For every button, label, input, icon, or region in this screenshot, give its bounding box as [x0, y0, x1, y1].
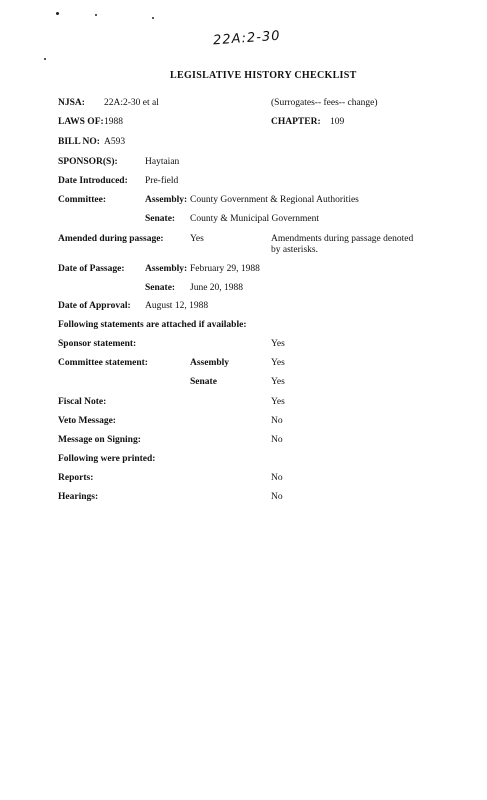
laws-of-value: 1988 — [104, 117, 123, 127]
laws-of-label: LAWS OF: — [58, 117, 104, 127]
printed-heading: Following were printed: — [58, 454, 156, 464]
handwritten-reference: 22A:2-30 — [212, 28, 282, 49]
veto-message-value: No — [271, 416, 283, 426]
sponsors-value: Haytaian — [145, 157, 180, 167]
reports-value: No — [271, 473, 283, 483]
passage-senate-label: Senate: — [145, 283, 176, 293]
committee-label: Committee: — [58, 195, 107, 205]
committee-assembly-label: Assembly: — [145, 195, 188, 205]
page-title: LEGISLATIVE HISTORY CHECKLIST — [170, 70, 357, 81]
sponsors-label: SPONSOR(S): — [58, 157, 118, 167]
hearings-label: Hearings: — [58, 492, 99, 502]
njsa-value: 22A:2-30 et al — [104, 98, 159, 108]
date-introduced-label: Date Introduced: — [58, 176, 128, 186]
njsa-label: NJSA: — [58, 98, 85, 108]
njsa-note: (Surrogates-- fees-- change) — [271, 98, 378, 108]
scan-speck — [95, 14, 97, 16]
sponsor-statement-label: Sponsor statement: — [58, 339, 137, 349]
hearings-value: No — [271, 492, 283, 502]
sponsor-statement-value: Yes — [271, 339, 285, 349]
committee-senate-label: Senate: — [145, 214, 176, 224]
passage-senate-value: June 20, 1988 — [190, 283, 244, 293]
date-of-passage-label: Date of Passage: — [58, 264, 125, 274]
statements-heading: Following statements are attached if available: — [58, 320, 247, 330]
reports-label: Reports: — [58, 473, 94, 483]
fiscal-note-label: Fiscal Note: — [58, 397, 107, 407]
amended-note-line1: Amendments during passage denoted — [271, 234, 414, 244]
committee-statement-senate-label: Senate — [190, 377, 217, 387]
bill-no-label: BILL NO: — [58, 137, 100, 147]
committee-statement-senate-value: Yes — [271, 377, 285, 387]
chapter-label: CHAPTER: — [271, 117, 321, 127]
committee-assembly-value: County Government & Regional Authorities — [190, 195, 359, 205]
date-introduced-value: Pre-field — [145, 176, 179, 186]
chapter-value: 109 — [330, 117, 345, 127]
date-of-approval-value: August 12, 1988 — [145, 301, 209, 311]
scan-speck — [152, 17, 154, 19]
fiscal-note-value: Yes — [271, 397, 285, 407]
date-of-approval-label: Date of Approval: — [58, 301, 131, 311]
passage-assembly-label: Assembly: — [145, 264, 188, 274]
message-on-signing-label: Message on Signing: — [58, 435, 141, 445]
scan-speck — [56, 12, 59, 15]
committee-senate-value: County & Municipal Government — [190, 214, 320, 224]
amended-label: Amended during passage: — [58, 234, 164, 244]
committee-statement-assembly-label: Assembly — [190, 358, 230, 368]
amended-note-line2: by asterisks. — [271, 245, 318, 255]
committee-statement-label: Committee statement: — [58, 358, 148, 368]
amended-value: Yes — [190, 234, 204, 244]
veto-message-label: Veto Message: — [58, 416, 116, 426]
message-on-signing-value: No — [271, 435, 283, 445]
scan-speck — [44, 58, 46, 60]
bill-no-value: A593 — [104, 137, 126, 147]
committee-statement-assembly-value: Yes — [271, 358, 285, 368]
passage-assembly-value: February 29, 1988 — [190, 264, 260, 274]
